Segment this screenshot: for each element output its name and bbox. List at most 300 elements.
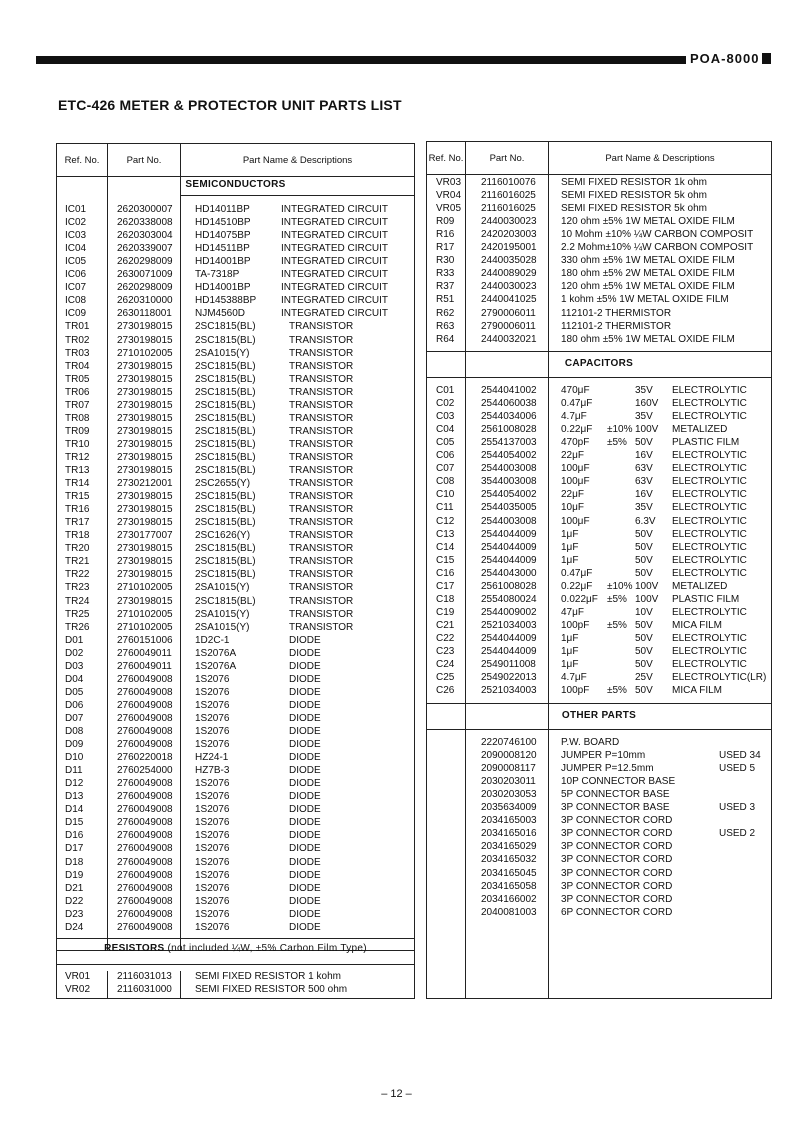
part-no: 2730212001 xyxy=(117,478,173,490)
part-description: DIODE xyxy=(289,804,321,816)
capacitance: 1μF xyxy=(561,646,579,657)
part-name: JUMPER P=10mm xyxy=(561,750,646,762)
part-name: 1S2076 xyxy=(195,856,230,868)
part-name: 1S2076 xyxy=(195,895,230,907)
part-name: 3P CONNECTOR CORD xyxy=(561,828,673,840)
part-description: DIODE xyxy=(289,843,321,855)
part-no: 2034165029 xyxy=(481,841,537,853)
part-no: 2544034006 xyxy=(481,411,537,423)
ref-no: C25 xyxy=(436,672,455,684)
part-no: 2544044009 xyxy=(481,541,537,553)
cap-type: METALIZED xyxy=(672,424,728,436)
part-no: 2730198015 xyxy=(117,334,173,346)
resistors-note: (not included ¼W, ±5% Carbon Film Type) xyxy=(167,943,367,954)
part-name: 3P CONNECTOR BASE xyxy=(561,802,670,814)
table-row xyxy=(57,438,414,451)
part-no: 2710102005 xyxy=(117,621,173,633)
ref-no: TR15 xyxy=(65,491,90,503)
part-no: 2730177007 xyxy=(117,530,173,542)
part-no: 2760049008 xyxy=(117,830,173,842)
table-row xyxy=(427,215,771,228)
capacitance: 100μF xyxy=(561,476,590,488)
table-row xyxy=(57,856,414,869)
part-no: 2760049008 xyxy=(117,817,173,829)
table-row xyxy=(427,397,771,410)
part-no: 2730198015 xyxy=(117,321,173,333)
section-capacitors: CAPACITORS xyxy=(564,358,634,369)
table-row xyxy=(427,436,771,449)
table-row xyxy=(57,451,414,464)
capacitance: 47μF xyxy=(561,606,584,618)
table-row xyxy=(427,853,771,866)
part-name: TA-7318P xyxy=(195,269,240,281)
table-row xyxy=(57,399,414,412)
part-no: 2730198015 xyxy=(117,504,173,516)
table-row xyxy=(57,568,414,581)
part-name: 2SC1815(BL) xyxy=(195,373,256,385)
part-name: 2SC1815(BL) xyxy=(195,569,256,581)
part-name: 2SC1815(BL) xyxy=(195,438,256,450)
table-row xyxy=(57,412,414,425)
part-description: DIODE xyxy=(289,726,321,737)
voltage: 16V xyxy=(635,450,653,462)
ref-no: TR21 xyxy=(65,556,90,568)
table-row xyxy=(57,895,414,908)
table-row xyxy=(427,541,771,554)
voltage: 50V xyxy=(635,567,653,579)
part-no: 2730198015 xyxy=(117,543,173,555)
ref-no: IC02 xyxy=(65,217,87,229)
part-name: HD14511BP xyxy=(195,243,250,255)
part-description: TRANSISTOR xyxy=(289,504,354,516)
ref-no: TR20 xyxy=(65,543,90,555)
part-description: INTEGRATED CIRCUIT xyxy=(281,256,389,268)
voltage: 63V xyxy=(635,476,653,488)
table-row xyxy=(57,882,414,895)
ref-no: TR07 xyxy=(65,399,90,411)
tolerance: ±10% xyxy=(607,424,633,436)
part-name: 1S2076 xyxy=(195,791,230,803)
table-row xyxy=(57,634,414,647)
part-no: 2730198015 xyxy=(117,373,173,385)
voltage: 50V xyxy=(635,541,653,553)
table-row xyxy=(427,475,771,488)
capacitance: 1μF xyxy=(561,632,579,644)
part-description: TRANSISTOR xyxy=(289,608,354,620)
part-no: 2760151006 xyxy=(117,634,173,646)
table-row xyxy=(57,229,414,242)
ref-no: IC04 xyxy=(65,243,87,255)
part-description: TRANSISTOR xyxy=(289,451,354,463)
table-row xyxy=(427,762,771,775)
ref-no: C12 xyxy=(436,515,455,527)
table-row xyxy=(57,608,414,621)
part-name: 1D2C-1 xyxy=(195,634,230,646)
part-description: TRANSISTOR xyxy=(289,386,354,398)
model-label: POA-8000 xyxy=(690,51,771,66)
part-no: 2730198015 xyxy=(117,595,173,607)
voltage: 100V xyxy=(635,593,659,605)
part-name: 1S2076A xyxy=(195,660,237,672)
part-description: TRANSISTOR xyxy=(289,465,354,476)
part-description: DIODE xyxy=(289,647,321,659)
cap-type: ELECTROLYTIC xyxy=(672,632,747,644)
cap-type: ELECTROLYTIC xyxy=(672,450,747,462)
part-no: 2440032021 xyxy=(481,333,537,345)
capacitance: 470pF xyxy=(561,437,590,449)
ref-no: C22 xyxy=(436,632,455,644)
part-name: 2SC1815(BL) xyxy=(195,334,256,346)
voltage: 50V xyxy=(635,659,653,671)
ref-no: D08 xyxy=(65,726,84,737)
part-description: INTEGRATED CIRCUIT xyxy=(281,295,389,307)
part-description: TRANSISTOR xyxy=(289,425,354,437)
section-semiconductors: SEMICONDUCTORS xyxy=(185,179,286,190)
part-description: DIODE xyxy=(289,882,321,894)
part-name: 120 ohm ±5% 1W METAL OXIDE FILM xyxy=(561,216,735,228)
part-name: SEMI FIXED RESISTOR 1 kohm xyxy=(195,971,341,982)
part-name: HD14075BP xyxy=(195,230,251,242)
cap-type: ELECTROLYTIC xyxy=(672,567,747,579)
part-name: 2SC1815(BL) xyxy=(195,517,256,529)
part-description: DIODE xyxy=(289,686,321,698)
capacitance: 0.47μF xyxy=(561,398,593,410)
voltage: 50V xyxy=(635,646,653,657)
table-row xyxy=(427,176,771,189)
table-row xyxy=(57,803,414,816)
cap-type: ELECTROLYTIC xyxy=(672,385,747,396)
part-name: 10 Mohm ±10% ¼W CARBON COMPOSIT xyxy=(561,229,754,241)
part-description: DIODE xyxy=(289,660,321,672)
part-no: 2561008028 xyxy=(481,424,537,436)
part-name: 2SC1815(BL) xyxy=(195,595,256,607)
part-no: 2554137003 xyxy=(481,437,537,449)
table-row xyxy=(427,814,771,827)
ref-no: D13 xyxy=(65,791,84,803)
part-no: 2034165058 xyxy=(481,880,537,892)
part-no: 2544009002 xyxy=(481,606,537,618)
part-name: 1S2076 xyxy=(195,778,230,790)
ref-no: D12 xyxy=(65,778,84,790)
part-name: 1S2076 xyxy=(195,739,230,751)
voltage: 160V xyxy=(635,398,659,410)
part-no: 2561008028 xyxy=(481,580,537,592)
ref-no: TR17 xyxy=(65,517,90,529)
part-no: 2440089029 xyxy=(481,268,537,280)
voltage: 50V xyxy=(635,528,653,540)
ref-no: C13 xyxy=(436,528,455,540)
cap-type: ELECTROLYTIC xyxy=(672,659,747,671)
part-no: 2760049008 xyxy=(117,908,173,920)
part-no: 2090008117 xyxy=(481,763,536,775)
part-name: 1S2076 xyxy=(195,712,230,724)
part-no: 2220746100 xyxy=(481,737,537,748)
part-no: 2730198015 xyxy=(117,438,173,450)
ref-no: TR12 xyxy=(65,451,90,463)
ref-no: R33 xyxy=(436,268,455,280)
part-no: 2544003008 xyxy=(481,515,537,527)
part-no: 2760049008 xyxy=(117,726,173,737)
part-no: 2730198015 xyxy=(117,465,173,476)
capacitance: 0.22μF xyxy=(561,424,593,436)
part-name: 2SC1815(BL) xyxy=(195,451,256,463)
table-row xyxy=(57,373,414,386)
ref-no: D10 xyxy=(65,752,84,764)
part-no: 2620310000 xyxy=(117,295,173,307)
part-name: HD145388BP xyxy=(195,295,257,307)
capacitance: 0.022μF xyxy=(561,593,598,605)
ref-no: VR02 xyxy=(65,984,91,995)
part-name: HD14001BP xyxy=(195,282,251,294)
table-row xyxy=(427,580,771,593)
table-row xyxy=(57,320,414,333)
part-no: 2730198015 xyxy=(117,425,173,437)
part-name: 1S2076 xyxy=(195,882,230,894)
col-header-ref: Ref. No. xyxy=(64,154,100,166)
col-header-name-right: Part Name & Descriptions xyxy=(605,152,715,164)
table-row xyxy=(57,790,414,803)
col-header-part-no: Part No. xyxy=(126,154,162,166)
table-row xyxy=(427,423,771,436)
ref-no: D05 xyxy=(65,686,84,698)
part-no: 2730198015 xyxy=(117,517,173,529)
table-row xyxy=(427,867,771,880)
table-row xyxy=(427,554,771,567)
voltage: 35V xyxy=(635,502,653,514)
parts-table-right xyxy=(426,141,772,999)
ref-no: C08 xyxy=(436,476,455,488)
section-resistors: RESISTORS (not included ¼W, ±5% Carbon Film Type) xyxy=(104,943,367,954)
part-name: 5P CONNECTOR BASE xyxy=(561,789,670,801)
part-no: 2040081003 xyxy=(481,906,537,918)
part-name: 2SC1815(BL) xyxy=(195,386,256,398)
ref-no: R62 xyxy=(436,307,455,319)
capacitance: 100pF xyxy=(561,619,590,631)
part-name: SEMI FIXED RESISTOR 5k ohm xyxy=(561,190,707,202)
part-description: TRANSISTOR xyxy=(289,334,354,346)
table-row xyxy=(57,425,414,438)
table-row xyxy=(427,384,771,397)
part-description: DIODE xyxy=(289,778,321,790)
capacitance: 4.7μF xyxy=(561,672,587,684)
voltage: 25V xyxy=(635,672,653,684)
table-row xyxy=(57,686,414,699)
part-no: 2730198015 xyxy=(117,491,173,503)
ref-no: C07 xyxy=(436,463,455,475)
cap-type: ELECTROLYTIC xyxy=(672,541,747,553)
table-row xyxy=(57,347,414,360)
ref-no: D22 xyxy=(65,895,84,907)
part-no: 2116010076 xyxy=(481,177,536,188)
table-row xyxy=(427,488,771,501)
cap-type: METALIZED xyxy=(672,580,728,592)
ref-no: D09 xyxy=(65,739,84,751)
part-no: 2620303004 xyxy=(117,230,173,242)
ref-no: TR18 xyxy=(65,530,90,542)
cap-type: ELECTROLYTIC xyxy=(672,528,747,540)
part-no: 2116031013 xyxy=(117,971,172,982)
part-no: 2730198015 xyxy=(117,386,173,398)
part-no: 3544003008 xyxy=(481,476,537,488)
ref-no: C11 xyxy=(436,502,454,514)
part-no: 2544054002 xyxy=(481,489,537,501)
part-description: DIODE xyxy=(289,752,321,764)
part-name: 1S2076 xyxy=(195,817,230,829)
ref-no: TR24 xyxy=(65,595,90,607)
table-row xyxy=(427,906,771,919)
part-description: TRANSISTOR xyxy=(289,478,354,490)
part-name: 2SC1626(Y) xyxy=(195,530,251,542)
cap-type: ELECTROLYTIC xyxy=(672,398,747,410)
table-row xyxy=(57,268,414,281)
part-no: 2034166002 xyxy=(481,893,537,905)
part-description: INTEGRATED CIRCUIT xyxy=(281,269,389,281)
table-row xyxy=(427,736,771,749)
part-no: 2760049008 xyxy=(117,791,173,803)
part-description: TRANSISTOR xyxy=(289,517,354,529)
table-row xyxy=(57,595,414,608)
table-row xyxy=(427,320,771,333)
capacitance: 1μF xyxy=(561,554,579,566)
part-name: 10P CONNECTOR BASE xyxy=(561,776,676,788)
part-no: 2521034003 xyxy=(481,685,537,697)
part-name: 3P CONNECTOR CORD xyxy=(561,841,673,853)
voltage: 50V xyxy=(635,685,653,697)
part-description: DIODE xyxy=(289,856,321,868)
table-row xyxy=(57,660,414,673)
part-no: 2760049008 xyxy=(117,921,173,933)
table-row xyxy=(57,477,414,490)
part-name: HZ24-1 xyxy=(195,752,229,764)
table-row xyxy=(57,334,414,347)
part-name: 1S2076 xyxy=(195,908,230,920)
part-name: 2SC1815(BL) xyxy=(195,321,256,333)
part-name: 120 ohm ±5% 1W METAL OXIDE FILM xyxy=(561,281,735,293)
table-row xyxy=(57,816,414,829)
part-no: 2554080024 xyxy=(481,593,537,605)
cap-type: ELECTROLYTIC xyxy=(672,476,747,488)
ref-no: D01 xyxy=(65,634,84,646)
tolerance: ±10% xyxy=(607,580,633,592)
ref-no: VR03 xyxy=(436,177,462,188)
voltage: 35V xyxy=(635,385,653,396)
ref-no: C01 xyxy=(436,385,455,396)
part-no: 2544044009 xyxy=(481,554,537,566)
ref-no: TR26 xyxy=(65,621,90,633)
ref-no: TR14 xyxy=(65,478,90,490)
ref-no: D19 xyxy=(65,869,84,881)
capacitance: 100μF xyxy=(561,515,590,527)
part-description: DIODE xyxy=(289,908,321,920)
table-row xyxy=(427,684,771,697)
ref-no: C21 xyxy=(436,619,455,631)
cap-type: MICA FILM xyxy=(672,685,723,697)
part-no: 2710102005 xyxy=(117,582,173,594)
part-no: 2760049011 xyxy=(117,660,172,672)
ref-no: C17 xyxy=(436,580,455,592)
table-row xyxy=(57,203,414,216)
part-name: 112101-2 THERMISTOR xyxy=(561,320,672,332)
part-no: 2790006011 xyxy=(481,320,536,332)
part-no: 2760049008 xyxy=(117,869,173,881)
tolerance: ±5% xyxy=(607,437,627,449)
ref-no: D16 xyxy=(65,830,84,842)
part-description: TRANSISTOR xyxy=(289,491,354,503)
part-no: 2620298009 xyxy=(117,256,173,268)
part-no: 2730198015 xyxy=(117,451,173,463)
part-no: 2710102005 xyxy=(117,347,173,359)
table-row xyxy=(427,241,771,254)
part-description: INTEGRATED CIRCUIT xyxy=(281,217,389,229)
capacitance: 10μF xyxy=(561,502,584,514)
ref-no: TR22 xyxy=(65,569,90,581)
part-no: 2760049008 xyxy=(117,739,173,751)
part-name: 3P CONNECTOR CORD xyxy=(561,893,673,905)
voltage: 6.3V xyxy=(635,515,656,527)
part-no: 2521034003 xyxy=(481,619,537,631)
part-name: 2.2 Mohm±10% ¼W CARBON COMPOSIT xyxy=(561,242,754,254)
table-row xyxy=(57,255,414,268)
table-row xyxy=(57,647,414,660)
part-description: DIODE xyxy=(289,712,321,724)
ref-no: D02 xyxy=(65,647,84,659)
voltage: 10V xyxy=(635,606,653,618)
part-name: 112101-2 THERMISTOR xyxy=(561,307,672,319)
ref-no: C19 xyxy=(436,606,455,618)
part-description: TRANSISTOR xyxy=(289,399,354,411)
part-name: 1S2076 xyxy=(195,869,230,881)
part-description: DIODE xyxy=(289,791,321,803)
part-description: TRANSISTOR xyxy=(289,621,354,633)
table-row xyxy=(57,242,414,255)
used-count: USED 3 xyxy=(719,802,756,814)
ref-no: IC09 xyxy=(65,308,87,320)
table-row xyxy=(427,410,771,423)
part-no: 2760049008 xyxy=(117,673,173,685)
part-description: DIODE xyxy=(289,921,321,933)
table-row xyxy=(57,529,414,542)
part-description: TRANSISTOR xyxy=(289,569,354,581)
ref-no: R16 xyxy=(436,229,455,241)
ref-no: TR23 xyxy=(65,582,90,594)
ref-no: C26 xyxy=(436,685,455,697)
part-no: 2790006011 xyxy=(481,307,536,319)
table-row xyxy=(427,632,771,645)
capacitance: 100pF xyxy=(561,685,590,697)
part-name: HZ7B-3 xyxy=(195,765,230,777)
part-no: 2035634009 xyxy=(481,802,537,814)
part-no: 2116031000 xyxy=(117,984,172,995)
table-row xyxy=(57,725,414,738)
table-row xyxy=(427,189,771,202)
table-row xyxy=(427,307,771,320)
table-row xyxy=(427,775,771,788)
part-description: TRANSISTOR xyxy=(289,595,354,607)
part-description: INTEGRATED CIRCUIT xyxy=(281,230,389,242)
table-row xyxy=(57,216,414,229)
table-row xyxy=(427,515,771,528)
part-description: INTEGRATED CIRCUIT xyxy=(281,282,389,294)
part-no: 2760049008 xyxy=(117,882,173,894)
tolerance: ±5% xyxy=(607,619,627,631)
part-no: 2420195001 xyxy=(481,242,537,254)
part-no: 2760049008 xyxy=(117,699,173,711)
part-no: 2090008120 xyxy=(481,750,537,762)
part-description: DIODE xyxy=(289,634,321,646)
table-row xyxy=(57,777,414,790)
capacitance: 0.47μF xyxy=(561,567,593,579)
part-no: 2544060038 xyxy=(481,398,537,410)
